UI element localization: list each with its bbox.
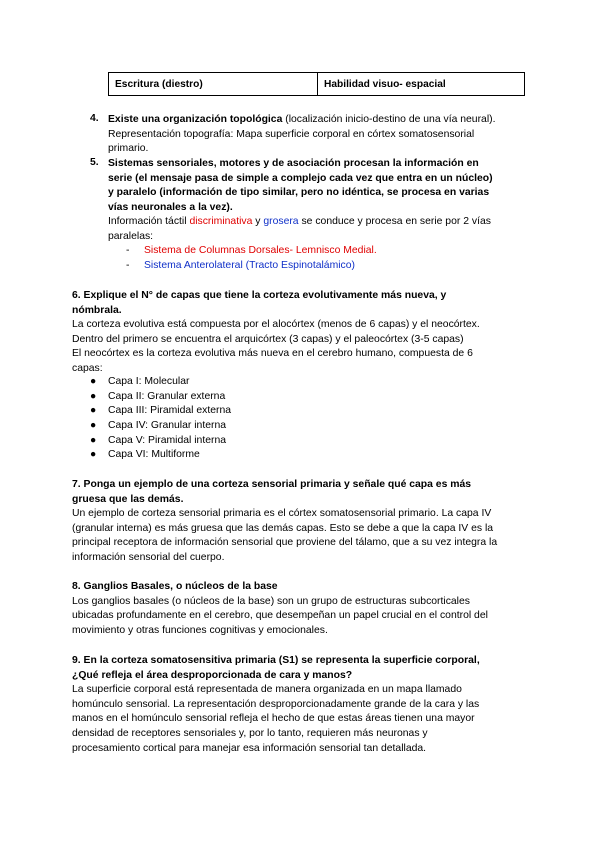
item-5	[108, 157, 533, 245]
question-9	[72, 654, 534, 756]
layer-item: Capa II: Granular externa	[108, 391, 226, 402]
table-row	[109, 73, 525, 96]
answer-line: densidad de receptores sensoriales y, por lo tanto, requieren más neuronas y	[72, 727, 428, 739]
answer-line: La superficie corporal está representada de manera organizada en un mapa llamado	[72, 684, 462, 696]
table-cell: Escritura (diestro)	[109, 73, 318, 96]
item-5-bold-line: Sistemas sensoriales, motores y de asociación procesan la información en	[108, 158, 479, 169]
question-title: 7. Ponga un ejemplo de una corteza sensorial primaria y señale qué capa es más	[72, 479, 472, 490]
answer-line: principal receptora de información sensorial que proviene del tálamo, que a su vez integra la	[72, 537, 498, 549]
bullet-icon: ●	[90, 420, 97, 431]
answer-line: homúnculo sensorial. La representación desproporcionadamente grande de la cara y las	[72, 698, 480, 710]
info-text: Información táctil	[108, 216, 190, 228]
info-line: paralelas:	[108, 230, 154, 242]
question-8	[72, 580, 534, 638]
answer-line: capas:	[72, 362, 103, 374]
answer-line: procesamiento cortical para manejar esa información sensorial tan detallada.	[72, 742, 427, 754]
question-title: ¿Qué refleja el área desproporcionada de cara y manos?	[72, 669, 353, 681]
item-4-line: primario.	[108, 143, 149, 155]
info-blue: grosera	[263, 216, 299, 228]
bullet-icon: ●	[90, 449, 97, 460]
item-4	[108, 113, 533, 157]
question-title: 8. Ganglios Basales, o núcleos de la base	[72, 581, 278, 592]
item-4-number: 4.	[90, 113, 99, 124]
answer-line: Dentro del primero se encuentra el arquicórtex (3 capas) y el paleocórtex (3-5 capas)	[72, 333, 464, 345]
answer-line: información sensorial del cuerpo.	[72, 551, 225, 563]
question-7	[72, 478, 534, 566]
question-title: 9. En la corteza somatosensitiva primaria (S1) se representa la superficie corporal,	[72, 655, 480, 666]
bullet-icon: ●	[90, 435, 97, 446]
question-title: 6. Explique el N° de capas que tiene la corteza evolutivamente más nueva, y	[72, 290, 447, 301]
item-4-rest: (localización inicio-destino de una vía neural).	[282, 114, 496, 125]
comparison-table	[108, 72, 525, 96]
bullet-icon: ●	[90, 391, 97, 402]
answer-line: (granular interna) es más gruesa que las demás capas. Esto se debe a que la capa IV es la	[72, 522, 494, 534]
sub-item-2: Sistema Anterolateral (Tracto Espinotalámico)	[144, 260, 355, 271]
bullet-icon: ●	[90, 376, 97, 387]
question-6	[72, 289, 534, 377]
layer-item: Capa IV: Granular interna	[108, 420, 227, 431]
question-title: nómbrala.	[72, 304, 122, 316]
answer-line: Un ejemplo de corteza sensorial primaria es el córtex somatosensorial primario. La capa IV	[72, 508, 492, 520]
dash-bullet: -	[126, 260, 130, 271]
layer-item: Capa III: Piramidal externa	[108, 405, 232, 416]
item-5-bold-line: y paralelo (información de tipo similar, pero no idéntica, se procesa en varias	[108, 187, 490, 199]
answer-line: La corteza evolutiva está compuesta por el alocórtex (menos de 6 capas) y el neocórtex.	[72, 319, 480, 331]
question-title: gruesa que las demás.	[72, 493, 184, 505]
layer-item: Capa VI: Multiforme	[108, 449, 200, 460]
item-5-bold-line: serie (el mensaje pasa de simple a complejo cada vez que entra en un núcleo)	[108, 172, 493, 184]
item-5-number: 5.	[90, 157, 99, 168]
info-text: se conduce y procesa en serie por 2 vías	[298, 216, 491, 228]
answer-line: manos en el homúnculo sensorial refleja el hecho de que estas áreas tienen una mayor	[72, 713, 475, 725]
layer-item: Capa V: Piramidal interna	[108, 435, 227, 446]
layer-item: Capa I: Molecular	[108, 376, 190, 387]
item-4-line: Representación topografía: Mapa superficie corporal en córtex somatosensorial	[108, 128, 475, 140]
answer-line: El neocórtex es la corteza evolutiva más nueva en el cerebro humano, compuesta de 6	[72, 348, 473, 360]
answer-line: movimiento y otras funciones cognitivas y emocionales.	[72, 624, 328, 636]
table-cell: Habilidad visuo- espacial	[318, 73, 525, 96]
info-text: y	[252, 216, 264, 228]
answer-line: Los ganglios basales (o núcleos de la base) son un grupo de estructuras subcorticales	[72, 595, 470, 607]
sub-item-1: Sistema de Columnas Dorsales- Lemnisco Medial.	[144, 245, 377, 256]
item-4-bold: Existe una organización topológica	[108, 114, 283, 125]
item-5-bold-line: vías neuronales a la vez).	[108, 201, 233, 213]
dash-bullet: -	[126, 245, 130, 256]
bullet-icon: ●	[90, 405, 97, 416]
answer-line: ubicadas profundamente en el cerebro, que desempeñan un papel crucial en el control del	[72, 610, 488, 622]
info-red: discriminativa	[189, 216, 253, 228]
